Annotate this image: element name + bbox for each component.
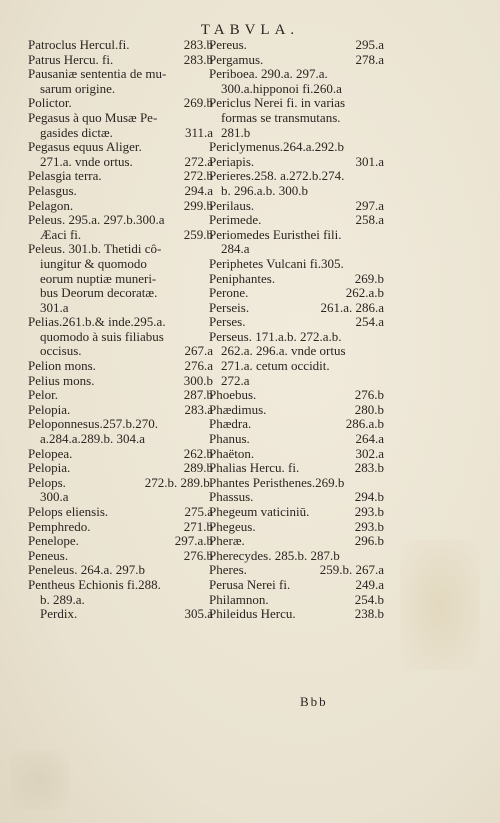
index-entry-text: Pelasgia terra. [28,168,102,184]
index-entry [28,38,213,53]
index-entry-ref: 272.a [184,153,213,169]
index-entry [28,505,213,520]
index-entry [28,549,213,564]
index-entry-ref: 276.a [184,358,213,374]
index-entry [209,534,384,549]
index-entry [209,359,384,374]
index-entry-text: Penelope. [28,533,79,549]
index-entry [209,388,384,403]
index-entry [209,607,384,622]
index-entry [209,403,384,418]
index-entry [209,476,384,491]
index-entry [209,578,384,593]
index-entry-ref: 271.b [183,518,213,534]
index-entry-ref: 267.a [184,343,213,359]
index-entry [28,490,213,505]
index-entry [209,38,384,53]
index-entry [28,403,213,418]
index-entry-text: Pereus. [209,37,247,52]
index-entry-ref: 296.b [354,533,384,549]
index-entry [28,228,213,243]
index-entry [28,111,213,126]
index-entry-text: 271.a. vnde ortus. [40,153,133,169]
index-entry [209,184,384,199]
index-entry-text: Periomedes Euristhei fili. [209,226,342,242]
index-entry [28,447,213,462]
index-entry-ref: 276.b [354,387,384,403]
index-entry [209,82,384,97]
index-entry [209,301,384,316]
index-entry-text: Periclymenus.264.a.292.b [209,139,345,155]
index-entry [209,593,384,608]
index-entry [209,505,384,520]
index-entry [28,388,213,403]
index-entry-text: Peloponnesus.257.b.270. [28,416,158,432]
index-entry-ref: 295.a [355,37,384,52]
index-entry-text: eorum nuptiæ muneri- [40,270,157,286]
index-entry [209,432,384,447]
index-entry-text: Phalias Hercu. fi. [209,460,300,476]
index-entry [209,140,384,155]
index-entry [28,169,213,184]
index-entry [28,53,213,68]
index-entry-ref: 254.a [355,314,384,330]
index-entry [209,447,384,462]
index-entry-ref: 238.b [354,606,384,622]
index-entry-ref: 264.a [355,431,384,447]
index-entry-text: Pelops eliensis. [28,504,109,519]
index-entry [209,549,384,564]
index-entry-ref: 262.b [183,445,213,461]
index-entry [28,257,213,272]
index-entry-text: sarum origine. [40,80,116,96]
index-entry-ref: 259.b [183,226,213,242]
index-entry [209,228,384,243]
running-header: TABVLA. [200,22,300,38]
index-entry-text: Pelopea. [28,445,73,461]
index-entry-text: Patroclus Hercul.fi. [28,37,130,52]
index-entry-ref: 294.a [184,182,213,198]
index-entry [209,213,384,228]
index-entry-text: gasides dictæ. [40,124,113,140]
index-entry [209,126,384,141]
index-entry [28,461,213,476]
index-entry [28,213,213,228]
index-entry [28,315,213,330]
index-entry [28,359,213,374]
index-entry-text: Perilaus. [209,197,255,213]
index-entry-text: Peniphantes. [209,270,276,286]
signature-mark: Bbb [300,694,328,709]
index-entry-ref: 283.b [183,51,213,67]
index-entry [209,242,384,257]
index-entry [28,140,213,155]
index-entry-ref: 283.a [184,401,213,417]
index-entry-ref: 272.b. 289.b. [144,474,213,490]
index-entry-text: Phaëton. [209,445,255,461]
index-entry-text: Peneus. [28,547,69,563]
index-entry-text: Periclus Nerei fi. in varias [209,95,346,111]
index-entry [28,126,213,141]
index-entry-text: Pelops. [28,474,66,490]
index-entry-ref: 269.b [354,270,384,286]
index-entry [28,199,213,214]
index-entry-text: Pegasus equus Aliger. [28,139,142,155]
index-entry-text: 272.a [221,372,250,388]
index-entry [28,476,213,491]
index-entry [28,417,213,432]
index-entry [209,111,384,126]
index-entry-ref: 280.b [354,401,384,417]
index-entry-ref: 278.a [355,51,384,67]
index-entry [28,242,213,257]
index-entry-text: 271.a. cetum occidit. [221,358,330,374]
index-entry-text: 300.a [40,489,69,505]
index-entry-text: b. 296.a.b. 300.b [221,182,309,198]
index-entry-text: Pausaniæ sententia de mu- [28,66,167,82]
index-entry-text: Perseus. 171.a.b. 272.a.b. [209,328,342,344]
index-entry-text: a.284.a.289.b. 304.a [40,431,146,447]
index-entry [209,286,384,301]
index-entry-ref: 305.a [184,606,213,622]
index-entry-text: Phoebus. [209,387,257,403]
index-entry-text: Perone. [209,285,249,301]
index-entry-text: Perseis. [209,299,250,315]
index-entry-ref: 293.b [354,504,384,519]
index-entry-text: Pelion mons. [28,358,96,374]
index-entry-ref: 297.a.b [174,533,213,549]
index-entry [209,315,384,330]
index-entry-text: iungitur & quomodo [40,255,147,271]
index-entry-ref: 286.a.b [345,416,384,432]
index-entry [209,199,384,214]
index-entry-ref: 276.b [183,547,213,563]
index-entry-text: quomodo à suis filiabus [40,328,164,344]
index-entry-text: formas se transmutans. [221,109,341,125]
index-entry-text: Pelius mons. [28,372,95,388]
index-entry [209,490,384,505]
index-entry [209,344,384,359]
index-entry-ref: 249.a [355,576,384,592]
index-entry [28,155,213,170]
index-entry [28,184,213,199]
index-entry-ref: 269.b [183,95,213,111]
index-entry-text: Phanus. [209,431,250,447]
index-entry [209,417,384,432]
index-entry [28,534,213,549]
index-entry-text: Periapis. [209,153,255,169]
index-entry [28,593,213,608]
index-entry [209,53,384,68]
index-entry [209,330,384,345]
index-entry [28,578,213,593]
index-entry-text: Phegeus. [209,518,256,534]
index-entry [209,374,384,389]
index-entry-text: Peneleus. 264.a. 297.b [28,562,145,578]
index-entry [209,67,384,82]
index-entry [28,344,213,359]
index-entry-text: Peleus. 295.a. 297.b.300.a [28,212,165,228]
index-entry-text: Patrus Hercu. fi. [28,51,114,67]
index-entry-text: Perses. [209,314,246,330]
index-entry-ref: 289.b [183,460,213,476]
index-entry [28,82,213,97]
index-entry [28,563,213,578]
index-entry-ref: 259.b. 267.a [319,562,384,578]
index-entry-text: Peleus. 301.b. Thetidi cô- [28,241,162,257]
index-entry-text: Pelagon. [28,197,74,213]
index-entry-ref: 299.b [183,197,213,213]
index-entry-ref: 297.a [355,197,384,213]
index-entry-text: Periphetes Vulcani fi.305. [209,255,344,271]
index-entry-text: Pelopia. [28,401,71,417]
index-entry-text: Pegasus à quo Musæ Pe- [28,109,158,125]
index-entry-ref: 283.b [183,37,213,52]
index-entry [28,272,213,287]
index-entry-text: b. 289.a. [40,591,85,607]
index-entry [209,563,384,578]
index-entry-ref: 293.b [354,518,384,534]
index-entry [28,432,213,447]
index-entry-text: Æaci fi. [40,226,82,242]
index-entry-text: Pentheus Echionis fi.288. [28,576,161,592]
index-entry-ref: 287.b [183,387,213,403]
index-entry [209,96,384,111]
index-entry-text: Phædra. [209,416,252,432]
index-entry-text: Pheræ. [209,533,245,549]
index-entry-text: Periboea. 290.a. 297.a. [209,66,328,82]
index-entry-ref: 275.a [184,504,213,519]
index-entry-text: Pergamus. [209,51,264,67]
index-entry-text: Phantes Peristhenes.269.b [209,474,345,490]
index-entry-text: Perieres.258. a.272.b.274. [209,168,345,184]
index-entry [28,520,213,535]
index-entry-text: bus Deorum decoratæ. [40,285,158,301]
index-entry-text: Pherecydes. 285.b. 287.b [209,547,340,563]
index-entry [28,374,213,389]
index-entry-ref: 300.b [183,372,213,388]
index-entry-ref: 294.b [354,489,384,505]
index-entry-text: Perimede. [209,212,262,228]
index-entry-text: Perdix. [40,606,78,622]
index-entry-text: Philamnon. [209,591,269,607]
index-entry [28,607,213,622]
index-column-right [209,38,384,622]
index-entry-text: occisus. [40,343,82,359]
index-entry-text: Pheres. [209,562,247,578]
index-entry-ref: 272.b [183,168,213,184]
index-entry-ref: 283.b [354,460,384,476]
index-entry [28,96,213,111]
index-entry-text: Pelias.261.b.& inde.295.a. [28,314,166,330]
index-entry-text: Polictor. [28,95,72,111]
index-entry-ref: 302.a [355,445,384,461]
index-entry-text: Pelor. [28,387,58,403]
index-entry [209,461,384,476]
index-entry-text: Pelasgus. [28,182,77,198]
index-entry [28,67,213,82]
index-entry [28,301,213,316]
index-entry-text: Pemphredo. [28,518,91,534]
index-entry-text: Pelopia. [28,460,71,476]
index-entry-ref: 301.a [355,153,384,169]
index-entry-ref: 262.a.b [345,285,384,301]
index-entry [209,520,384,535]
index-entry-text: Phædimus. [209,401,267,417]
index-entry-text: 300.a.hipponoi fi.260.a [221,80,342,96]
index-column-left [28,38,213,622]
index-entry-text: 262.a. 296.a. vnde ortus [221,343,346,359]
index-entry-text: Phileidus Hercu. [209,606,296,622]
index-entry-text: 284.a [221,241,250,257]
index-entry [209,257,384,272]
index-entry-ref: 254.b [354,591,384,607]
index-entry-text: 301.a [40,299,69,315]
index-entry [28,286,213,301]
index-entry-text: Phegeum vaticiniū. [209,504,310,519]
index-entry [209,155,384,170]
index-entry [209,169,384,184]
index-entry-text: 281.b [221,124,251,140]
index-entry [28,330,213,345]
index-entry-ref: 258.a [355,212,384,228]
index-entry-ref: 261.a. 286.a [320,299,384,315]
index-entry-text: Phassus. [209,489,254,505]
index-entry-text: Perusa Nerei fi. [209,576,291,592]
index-entry [209,272,384,287]
paper-stain [10,750,70,810]
paper-stain [400,540,480,670]
index-entry-ref: 311.a [184,124,213,140]
